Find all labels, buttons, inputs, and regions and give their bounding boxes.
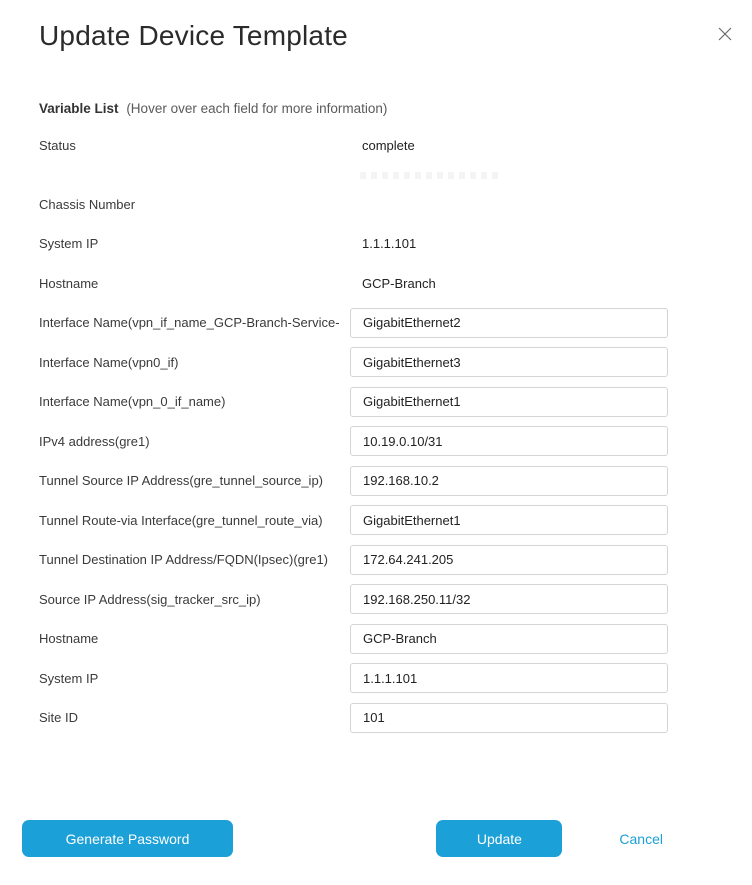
- row-label: Tunnel Source IP Address(gre_tunnel_source_ip): [39, 473, 324, 489]
- row-status: [39, 126, 752, 166]
- chassis-number-faint-value: [360, 172, 500, 179]
- variable-list-hint: (Hover over each field for more information): [126, 101, 388, 117]
- row-tunnel-destination-ip: [39, 540, 752, 580]
- row-system-ip-input: [39, 659, 752, 699]
- status-value: complete: [362, 138, 415, 154]
- page-title: Update Device Template: [39, 20, 348, 51]
- row-label: Site ID: [39, 710, 79, 726]
- x-icon: [718, 27, 732, 41]
- row-chassis-number: [39, 185, 752, 225]
- variable-list: [39, 126, 752, 738]
- dialog-footer: [0, 820, 752, 857]
- hostname-value: GCP-Branch: [362, 275, 436, 291]
- row-label: Hostname: [39, 631, 99, 647]
- row-label: Status: [39, 138, 76, 154]
- row-label: Interface Name(vpn_0_if_name): [39, 394, 226, 410]
- row-label: Tunnel Route-via Interface(gre_tunnel_route_via): [39, 512, 323, 528]
- source-ip-sig-tracker-input[interactable]: [350, 584, 668, 614]
- row-ipv4-address-gre1: [39, 422, 752, 462]
- row-label: System IP: [39, 236, 99, 252]
- system-ip-value: 1.1.1.101: [362, 236, 417, 252]
- row-source-ip-sig-tracker: [39, 580, 752, 620]
- row-tunnel-source-ip: [39, 461, 752, 501]
- site-id-input[interactable]: [350, 703, 668, 733]
- tunnel-source-ip-input[interactable]: [350, 466, 668, 496]
- generate-password-button[interactable]: Generate Password: [22, 820, 233, 857]
- row-site-id: [39, 698, 752, 738]
- tunnel-route-via-input[interactable]: [350, 505, 668, 535]
- close-icon[interactable]: [717, 26, 733, 42]
- update-device-template-dialog: [0, 20, 752, 885]
- interface-name-service-input[interactable]: [350, 308, 668, 338]
- spacer-row: [39, 166, 752, 185]
- hostname-input[interactable]: [350, 624, 668, 654]
- interface-name-vpn-0-if-name-input[interactable]: [350, 387, 668, 417]
- variable-list-title: Variable List: [39, 101, 119, 117]
- ipv4-address-gre1-input[interactable]: [350, 426, 668, 456]
- row-interface-name-service: [39, 303, 752, 343]
- row-label: Source IP Address(sig_tracker_src_ip): [39, 591, 261, 607]
- row-interface-name-vpn-0-if-name: [39, 382, 752, 422]
- row-label: Tunnel Destination IP Address/FQDN(Ipsec)(gre1): [39, 552, 329, 568]
- interface-name-vpn0-if-input[interactable]: [350, 347, 668, 377]
- cancel-button[interactable]: Cancel: [619, 830, 663, 847]
- row-label: Hostname: [39, 275, 99, 291]
- row-system-ip-static: [39, 224, 752, 264]
- row-label: Interface Name(vpn0_if): [39, 354, 179, 370]
- row-label: IPv4 address(gre1): [39, 433, 150, 449]
- row-label: Interface Name(vpn_if_name_GCP-Branch-Service-: [39, 315, 340, 331]
- row-hostname-static: [39, 264, 752, 304]
- row-label: System IP: [39, 670, 99, 686]
- variable-list-header: [39, 101, 752, 116]
- row-tunnel-route-via: [39, 501, 752, 541]
- row-label: Chassis Number: [39, 196, 136, 212]
- update-button[interactable]: Update: [436, 820, 562, 857]
- row-interface-name-vpn0-if: [39, 343, 752, 383]
- row-hostname-input: [39, 619, 752, 659]
- tunnel-destination-ip-input[interactable]: [350, 545, 668, 575]
- system-ip-input[interactable]: [350, 663, 668, 693]
